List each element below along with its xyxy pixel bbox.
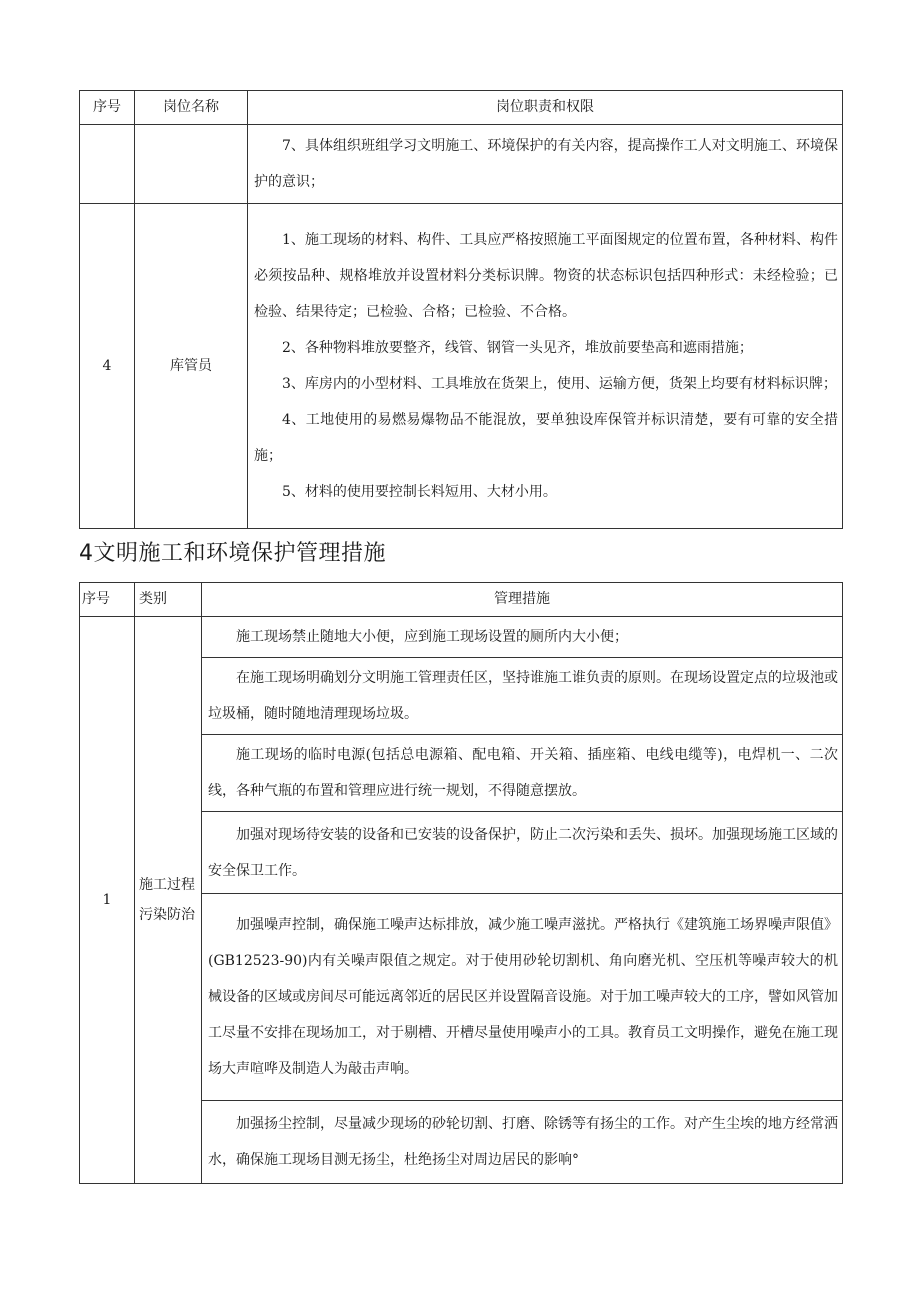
measure-text: 加强对现场待安装的设备和已安装的设备保护，防止二次污染和丢失、损坏。加强现场施工区域的安全保卫工作。 — [208, 826, 838, 879]
header-category: 类别 — [135, 583, 202, 617]
measure-item — [202, 1101, 843, 1184]
row-number: 4 — [80, 204, 135, 529]
section-heading: 4文明施工和环境保护管理措施 — [79, 541, 386, 566]
measure-item — [202, 617, 843, 658]
row-number: 1 — [80, 617, 135, 1184]
measures-header-row — [80, 583, 843, 617]
duty-paragraph: 7、具体组织班组学习文明施工、环境保护的有关内容，提高操作工人对文明施工、环境保护的意识； — [254, 138, 838, 190]
measures-table — [79, 582, 843, 1184]
measure-text: 加强噪声控制，确保施工噪声达标排放，减少施工噪声滋扰。严格执行《建筑施工场界噪声限值》(GB12523-90)内有关噪声限值之规定。对于使用砂轮切割机、角向磨光机、空压机等噪声较大的机械设备的区域或房间尽可能远离邻近的居民区并设置隔音设施。对于加工噪声较大的工序，譬如风管加工尽量不安排在现场加工，对于剔槽、开槽尽量使用噪声小的工具。教育员工文明操作，避免在施工现场大声喧哗及制造人为敲击声响。 — [208, 917, 838, 1077]
duty-paragraph: 2、各种物料堆放要整齐，线管、钢管一头见齐，堆放前要垫高和遮雨措施； — [282, 340, 753, 356]
header-duties: 岗位职责和权限 — [248, 91, 843, 125]
header-no: 序号 — [80, 583, 135, 617]
duties-header-row — [80, 91, 843, 125]
duty-paragraph: 4、工地使用的易燃易爆物品不能混放，要单独设库保管并标识清楚，要有可靠的安全措施； — [254, 412, 838, 464]
category-cell: 施工过程污染防治 — [135, 617, 202, 1184]
duties-content — [248, 125, 843, 204]
duties-table — [79, 90, 843, 529]
table-row — [80, 204, 843, 529]
duties-content — [248, 204, 843, 529]
measure-item — [202, 658, 843, 735]
measure-text: 在施工现场明确划分文明施工管理责任区，坚持谁施工谁负责的原则。在现场设置定点的垃圾池或垃圾桶，随时随地清理现场垃圾。 — [208, 670, 838, 722]
measure-item — [202, 812, 843, 894]
measure-item — [202, 894, 843, 1101]
duty-paragraph: 5、材料的使用要控制长料短用、大材小用。 — [282, 484, 557, 500]
header-position: 岗位名称 — [135, 91, 248, 125]
duty-paragraph: 3、库房内的小型材料、工具堆放在货架上，使用、运输方便，货架上均要有材料标识牌； — [282, 376, 837, 392]
measure-item — [202, 735, 843, 812]
header-measures: 管理措施 — [202, 583, 843, 617]
measure-text: 加强扬尘控制，尽量减少现场的砂轮切割、打磨、除锈等有扬尘的工作。对产生尘埃的地方经常洒水，确保施工现场目测无扬尘，杜绝扬尘对周边居民的影响° — [208, 1116, 838, 1168]
measure-text: 施工现场禁止随地大小便，应到施工现场设置的厕所内大小便； — [236, 629, 628, 645]
measure-text: 施工现场的临时电源(包括总电源箱、配电箱、开关箱、插座箱、电线电缆等)，电焊机一、二次线，各种气瓶的布置和管理应进行统一规划，不得随意摆放。 — [208, 747, 838, 799]
table-row — [80, 617, 843, 658]
row-number — [80, 125, 135, 204]
header-no: 序号 — [80, 91, 135, 125]
position-name — [135, 125, 248, 204]
position-name: 库管员 — [135, 204, 248, 529]
table-row — [80, 125, 843, 204]
duty-paragraph: 1、施工现场的材料、构件、工具应严格按照施工平面图规定的位置布置，各种材料、构件必须按品种、规格堆放并设置材料分类标识牌。物资的状态标识包括四种形式：未经检验；已检验、结果待定；已检验、合格；已检验、不合格。 — [254, 232, 838, 320]
